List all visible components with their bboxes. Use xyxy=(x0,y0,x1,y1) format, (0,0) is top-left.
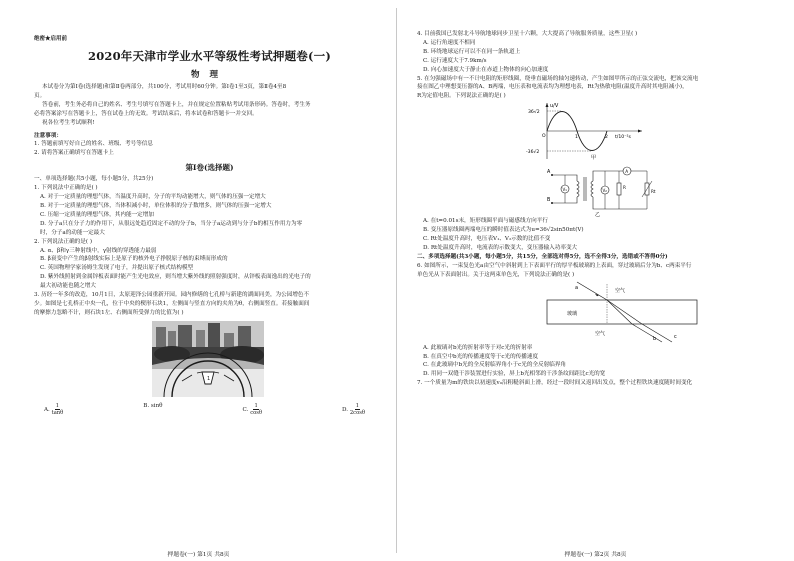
instruction-line: 必将答案涂写在答题卡上，答在试卷上的无效。考试结束后，将本试卷和答题卡一并交回。 xyxy=(34,110,258,117)
instruction-line: 答卷前，考生务必将自己的姓名、考生号填写在答题卡上，并在规定位置粘贴考试用条形码。答卷时，考生务 xyxy=(42,101,311,108)
y-axis-label: u/V xyxy=(550,103,559,110)
question-stem: 2. 下列说法正确的是( ) xyxy=(34,238,93,245)
answer-option: C. 在此玻璃中b光的全反射临界角小于c光的全反射临界角 xyxy=(423,362,567,369)
answer-option: 最大初动能也随之增大 xyxy=(40,283,96,290)
answer-option: B. 在真空中b光的传播速度等于c光的传播速度 xyxy=(423,353,539,360)
question-stem: 5. 在匀强磁场中有一不计电阻的矩形线圈，绕垂直磁场的轴匀速转动，产生如图甲所示的正弦交流电，把该交流电 xyxy=(417,75,699,82)
ray-c-label: c xyxy=(674,333,677,340)
graph-caption: 甲 xyxy=(591,155,597,162)
answer-option: 时，分子a的动能一定最大 xyxy=(40,229,105,236)
question-stem: 4. 目前我国已发射北斗导航地球同步卫星十六颗，大大提高了导航服务质量，这些卫星( ) xyxy=(417,31,638,37)
answer-option: D. 分子a只在分子力的作用下，从很远处趋近固定不动的分子b，当分子a运动到与分子b的相互作用力为零 xyxy=(40,220,303,227)
tick-label: 2 xyxy=(605,135,608,141)
option-b: B. sinθ xyxy=(143,402,163,409)
answer-option: A. 运行角速度不相同 xyxy=(423,39,476,46)
ammeter: A xyxy=(625,169,629,175)
part-header: 二、多项选择题(共3小题，每小题5分，共15分，全部选对得5分，选不全得3分，选错或不答得0分) xyxy=(417,253,668,260)
question-stem: 7. 一个质量为m的铁块以初速度v₀沿粗糙斜面上滑，经过一段时间又返回出发点，整个过程铁块速度随时间变化 xyxy=(417,380,693,387)
sine-graph xyxy=(517,101,717,161)
answer-option: D. 向心加速度大于静止在赤道上物体的向心加速度 xyxy=(423,66,549,73)
answer-option: B. 环绕地球运行可以不在同一条轨道上 xyxy=(423,48,521,55)
q3-options xyxy=(34,403,385,416)
answer-option: B. 对于一定质量的理想气体，当体积减小时，单位体积的分子数增多，则气体的压强一定增大 xyxy=(40,202,272,209)
answer-option: D. 用同一双缝干涉装置进行实验，屏上b光相邻的干涉条纹间距比c光的宽 xyxy=(423,371,606,378)
transformer-circuit xyxy=(547,161,747,217)
answer-option: A. 此玻璃对b光的折射率等于对c光的折射率 xyxy=(423,344,533,351)
glass-slab-figure xyxy=(537,280,737,344)
question-stem: 的摩擦力忽略不计，则石块1左、右侧面所受弹力的比值为( ) xyxy=(34,309,184,316)
origin-label: O xyxy=(542,134,546,140)
tick-label: 1 xyxy=(575,135,578,141)
y-max-label: 36√2 xyxy=(528,110,540,116)
notes-title: 注意事项： xyxy=(34,132,62,139)
circuit-caption: 乙 xyxy=(595,212,601,218)
option-d: D. $\frac{1}{2\cos\theta}$ xyxy=(342,402,365,416)
terminal-b-label: B xyxy=(547,198,551,204)
question-stem: 3. 历经一年多的改造，10月1日，太原迎泽公园重新开园。园内修缮的七孔桥与新建的湖面同美，为公园增色不 xyxy=(34,292,310,299)
answer-option: C. 运行速度大于7.9km/s xyxy=(423,57,487,64)
option-a: A. $\frac{1}{\tan\theta}$ xyxy=(44,402,64,416)
air-bottom-label: 空气 xyxy=(595,330,606,337)
voltmeter-1: V₁ xyxy=(562,187,567,193)
instruction-line: 页。 xyxy=(34,92,46,99)
x-axis-label: t/10⁻²s xyxy=(615,135,631,141)
page-footer: 押题卷(一) 第1页 共8页 xyxy=(167,552,230,558)
answer-option: B. β衰变中产生的β射线实际上是原子的核外电子挣脱原子核的束缚而形成的 xyxy=(40,256,228,263)
answer-option: B. 变压器原线圈两端电压的瞬时值表达式为u=36√2sin50πt(V) xyxy=(423,227,584,234)
resistor-r-label: R xyxy=(623,185,626,191)
subject-title: 物理 xyxy=(190,70,228,80)
option-c: C. $\frac{1}{\cos\theta}$ xyxy=(242,402,263,416)
note-item: 2. 请将答案正确填写在答题卡上 xyxy=(34,150,114,157)
exam-title: 2020年天津市学业水平等级性考试押题卷(一) xyxy=(88,49,331,63)
glass-label: 玻璃 xyxy=(567,310,578,317)
y-min-label: -36√2 xyxy=(526,150,540,156)
ray-b-label: b xyxy=(653,335,657,342)
voltmeter-2: V₂ xyxy=(602,188,607,194)
question-stem: 接在图乙中理想变压器的A、B两端，电压表和电流表均为理想电表，Rt为热敏电阻(温度升高时其电阻减小)， xyxy=(417,84,688,91)
right-page xyxy=(397,0,794,561)
instruction-line: 本试卷分为第Ⅰ卷(选择题)和第Ⅱ卷两部分，共100分，考试用时60分钟。第Ⅰ卷1至3页，第Ⅱ卷4至8 xyxy=(42,84,287,90)
answer-option: A. 在t=0.01s末，矩形线圈平面与磁感线方向平行 xyxy=(423,218,548,225)
bridge-illustration xyxy=(152,321,264,397)
section-title: 第Ⅰ卷(选择题) xyxy=(185,163,234,173)
answer-option: D. Rt处温度升高时，电流表的示数变大，变压器输入功率变大 xyxy=(423,244,578,251)
stone-label: 1 xyxy=(207,375,211,382)
answer-option: A. α、β和γ三种射线中，γ射线的穿透能力最弱 xyxy=(40,247,157,254)
question-stem: 6. 如图所示，一束复色光a由空气中斜射到上下表面平行的厚平板玻璃的上表面，穿过玻璃后分为b、c两束平行 xyxy=(417,262,692,269)
answer-option: C. 英国物理学家汤姆生发现了电子，并提出原子核式结构模型 xyxy=(40,265,194,272)
page-footer: 押题卷(一) 第2页 共8页 xyxy=(564,552,627,558)
ray-a-label: a xyxy=(575,284,579,291)
answer-option: D. 紫外线照射到金属锌板表面时能产生光电效应，则当增大紫外线的照射强度时，从锌板表面逸出的光电子的 xyxy=(40,274,311,281)
answer-option: A. 对于一定质量的理想气体，当温度升高时，分子的平均动能增大，则气体的压强一定增大 xyxy=(40,194,266,201)
air-top-label: 空气 xyxy=(615,287,626,294)
question-stem: R为定值电阻。下列说法正确的是( ) xyxy=(417,93,506,100)
question-stem: 单色光从下表面射出。关于这两束单色光，下列说法正确的是( ) xyxy=(417,271,575,278)
bridge-photo xyxy=(152,321,264,397)
thermistor-label: Rt xyxy=(651,189,656,195)
part-header: 一、单项选择题(共5小题，每小题5分，共25分) xyxy=(34,176,154,183)
note-item: 1. 答题前填写好自己的姓名、班级、考号等信息 xyxy=(34,141,153,148)
answer-option: C. 压缩一定质量的理想气体，其内能一定增加 xyxy=(40,211,154,218)
question-stem: 少。如图是七孔桥正中央一孔，位于中央的楔形石块1，左侧面与竖直方向的夹角为θ，右侧面竖直。若接触面间 xyxy=(34,300,310,307)
answer-option: C. Rt处温度升高时，电压表V₁、V₂示数的比值不变 xyxy=(423,236,551,243)
terminal-a-label: A xyxy=(547,170,551,176)
instruction-line: 祝各位考生考试顺利! xyxy=(42,119,95,126)
question-stem: 1. 下列说法中正确的是( ) xyxy=(34,185,98,192)
secret-label: 绝密★启用前 xyxy=(34,36,68,42)
